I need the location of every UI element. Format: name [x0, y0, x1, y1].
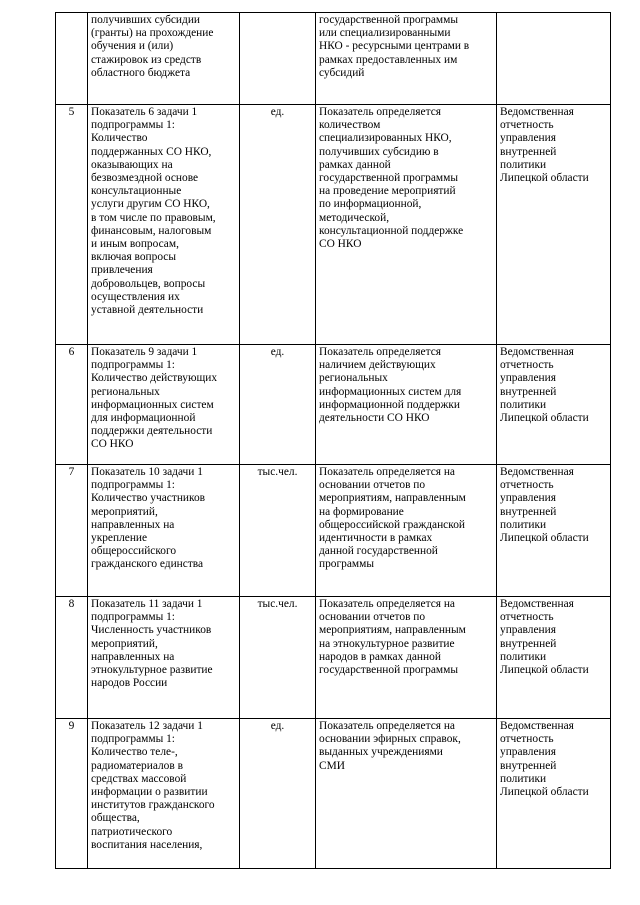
table-row: [56, 597, 611, 719]
cell-text-line: региональных: [91, 385, 160, 398]
cell-text-line: направленных на: [91, 518, 175, 531]
cell-text-line: консультационной поддержке: [319, 224, 464, 237]
cell-text-line: народов России: [91, 677, 168, 690]
indicator-name: [88, 719, 240, 869]
cell-text-line: подпрограммы 1:: [91, 479, 175, 492]
cell-text-line: Показатель определяется на: [319, 466, 455, 478]
cell-text-line: основании отчетов по: [319, 611, 426, 624]
cell-text-line: деятельности СО НКО: [319, 412, 430, 425]
cell-text-line: воспитания населения,: [91, 838, 203, 851]
cell-text-line: СМИ: [319, 759, 345, 772]
cell-text-line: мероприятиям, направленным: [319, 492, 466, 505]
cell-text-line: управления: [500, 746, 556, 759]
cell-text-line: Количество участников: [91, 492, 206, 505]
cell-text-line: на этнокультурное развитие: [319, 637, 455, 650]
cell-text-line: отчетность: [500, 119, 554, 132]
cell-text-line: укрепление: [91, 532, 148, 545]
calculation-method: [316, 345, 497, 465]
cell-text-line: внутренней: [500, 759, 557, 772]
cell-text-line: Показатель определяется: [319, 106, 441, 118]
cell-text-line: осуществления их: [91, 290, 180, 303]
cell-text-line: Количество: [91, 132, 148, 145]
table-row: [56, 465, 611, 597]
cell-text-line: Липецкой области: [500, 664, 589, 677]
cell-text-line: Липецкой области: [500, 532, 589, 545]
indicator-name: [88, 105, 240, 345]
cell-text-line: основании эфирных справок,: [319, 733, 461, 746]
cell-text-line: на формирование: [319, 505, 404, 518]
cell-text-line: финансовым, налоговым: [91, 224, 212, 237]
cell-text-line: отчетность: [500, 733, 554, 746]
cell-text-line: Показатель определяется на: [319, 720, 455, 732]
cell-text-line: общероссийской гражданской: [319, 518, 465, 531]
cell-text-line: выданных учреждениями: [319, 746, 443, 759]
cell-text-line: наличием действующих: [319, 359, 436, 372]
cell-text-line: патриотического: [91, 825, 173, 838]
indicator-name: [88, 465, 240, 597]
cell-text-line: гражданского единства: [91, 558, 204, 571]
cell-text-line: идентичности в рамках: [319, 532, 433, 545]
cell-text-line: безвозмездной основе: [91, 172, 199, 185]
cell-text-line: этнокультурное развитие: [91, 664, 213, 677]
cell-text-line: Ведомственная: [500, 598, 574, 610]
cell-text-line: стажировок из средств: [91, 53, 202, 66]
cell-text-line: внутренней: [500, 637, 557, 650]
unit-of-measure: ед.: [240, 105, 316, 345]
cell-text-line: программы: [319, 558, 374, 571]
cell-text-line: информационных систем для: [319, 385, 462, 398]
cell-text-line: привлечения: [91, 264, 153, 277]
cell-text-line: общества,: [91, 812, 140, 825]
cell-text-line: для информационной: [91, 412, 196, 425]
cell-text-line: Показатель определяется: [319, 346, 441, 358]
data-source: [497, 719, 611, 869]
cell-text-line: количеством: [319, 119, 381, 132]
cell-text-line: мероприятиям, направленным: [319, 624, 466, 637]
data-source: [497, 345, 611, 465]
cell-text-line: Показатель 12 задачи 1: [91, 720, 203, 732]
row-number: 5: [56, 105, 88, 345]
row-number: 6: [56, 345, 88, 465]
unit-of-measure: тыс.чел.: [240, 465, 316, 597]
cell-text-line: информации о развитии: [91, 786, 208, 799]
cell-text-line: Ведомственная: [500, 720, 574, 732]
cell-text-line: политики: [500, 772, 547, 785]
cell-text-line: консультационные: [91, 185, 182, 198]
row-number: [56, 13, 88, 105]
cell-text-line: оказывающих на: [91, 158, 173, 171]
cell-text-line: Показатель 10 задачи 1: [91, 466, 203, 478]
cell-text-line: получивших субсидию в: [319, 145, 439, 158]
cell-text-line: поддержки деятельности: [91, 425, 213, 438]
indicator-name: [88, 13, 240, 105]
cell-text-line: субсидий: [319, 66, 365, 79]
cell-text-line: подпрограммы 1:: [91, 611, 175, 624]
cell-text-line: подпрограммы 1:: [91, 733, 175, 746]
calculation-method: [316, 13, 497, 105]
cell-text-line: политики: [500, 518, 547, 531]
cell-text-line: Липецкой области: [500, 172, 589, 185]
cell-text-line: добровольцев, вопросы: [91, 277, 206, 290]
data-source: [497, 465, 611, 597]
cell-text-line: СО НКО: [319, 238, 362, 251]
data-source: [497, 13, 611, 105]
cell-text-line: данной государственной: [319, 545, 438, 558]
cell-text-line: региональных: [319, 372, 388, 385]
cell-text-line: на проведение мероприятий: [319, 185, 456, 198]
cell-text-line: Количество действующих: [91, 372, 218, 385]
cell-text-line: подпрограммы 1:: [91, 359, 175, 372]
cell-text-line: областного бюджета: [91, 66, 191, 79]
cell-text-line: получивших субсидии: [91, 14, 201, 26]
cell-text-line: управления: [500, 372, 556, 385]
cell-text-line: внутренней: [500, 145, 557, 158]
cell-text-line: внутренней: [500, 505, 557, 518]
cell-text-line: специализированных НКО,: [319, 132, 452, 145]
data-source: [497, 105, 611, 345]
table-row: [56, 13, 611, 105]
cell-text-line: уставной деятельности: [91, 304, 204, 317]
cell-text-line: методической,: [319, 211, 390, 224]
cell-text-line: по информационной,: [319, 198, 422, 211]
cell-text-line: Ведомственная: [500, 346, 574, 358]
cell-text-line: Показатель определяется на: [319, 598, 455, 610]
table-row: [56, 719, 611, 869]
cell-text-line: поддержанных СО НКО,: [91, 145, 212, 158]
cell-text-line: отчетность: [500, 479, 554, 492]
row-number: 7: [56, 465, 88, 597]
cell-text-line: Ведомственная: [500, 106, 574, 118]
cell-text-line: политики: [500, 158, 547, 171]
cell-text-line: радиоматериалов в: [91, 759, 183, 772]
cell-text-line: информационной поддержки: [319, 398, 460, 411]
cell-text-line: Ведомственная: [500, 466, 574, 478]
cell-text-line: включая вопросы: [91, 251, 177, 264]
calculation-method: [316, 597, 497, 719]
calculation-method: [316, 105, 497, 345]
cell-text-line: отчетность: [500, 611, 554, 624]
cell-text-line: государственной программы: [319, 172, 459, 185]
cell-text-line: управления: [500, 132, 556, 145]
cell-text-line: институтов гражданского: [91, 799, 215, 812]
unit-of-measure: ед.: [240, 345, 316, 465]
unit-of-measure: ед.: [240, 719, 316, 869]
row-number: 8: [56, 597, 88, 719]
cell-text-line: общероссийского: [91, 545, 177, 558]
cell-text-line: направленных на: [91, 650, 175, 663]
cell-text-line: средствах массовой: [91, 772, 187, 785]
cell-text-line: и иным вопросам,: [91, 238, 179, 251]
cell-text-line: политики: [500, 398, 547, 411]
cell-text-line: государственной программы: [319, 664, 459, 677]
cell-text-line: Численность участников: [91, 624, 212, 637]
cell-text-line: услуги другим СО НКО,: [91, 198, 210, 211]
cell-text-line: НКО - ресурсными центрами в: [319, 40, 470, 53]
cell-text-line: государственной программы: [319, 14, 459, 26]
unit-of-measure: тыс.чел.: [240, 597, 316, 719]
cell-text-line: Количество теле-,: [91, 746, 178, 759]
cell-text-line: подпрограммы 1:: [91, 119, 175, 132]
cell-text-line: Показатель 9 задачи 1: [91, 346, 198, 358]
cell-text-line: управления: [500, 624, 556, 637]
cell-text-line: внутренней: [500, 385, 557, 398]
unit-of-measure: [240, 13, 316, 105]
calculation-method: [316, 465, 497, 597]
cell-text-line: мероприятий,: [91, 637, 158, 650]
cell-text-line: Показатель 11 задачи 1: [91, 598, 203, 610]
cell-text-line: или специализированными: [319, 27, 451, 40]
cell-text-line: Липецкой области: [500, 786, 589, 799]
cell-text-line: в том числе по правовым,: [91, 211, 216, 224]
cell-text-line: СО НКО: [91, 438, 134, 451]
cell-text-line: основании отчетов по: [319, 479, 426, 492]
cell-text-line: Показатель 6 задачи 1: [91, 106, 198, 118]
cell-text-line: Липецкой области: [500, 412, 589, 425]
cell-text-line: управления: [500, 492, 556, 505]
data-source: [497, 597, 611, 719]
calculation-method: [316, 719, 497, 869]
cell-text-line: рамках предоставленных им: [319, 53, 458, 66]
cell-text-line: информационных систем: [91, 398, 214, 411]
cell-text-line: народов в рамках данной: [319, 650, 441, 663]
row-number: 9: [56, 719, 88, 869]
cell-text-line: обучения и (или): [91, 40, 174, 53]
table-row: [56, 345, 611, 465]
indicator-name: [88, 597, 240, 719]
indicator-name: [88, 345, 240, 465]
indicators-table: [55, 12, 611, 869]
cell-text-line: рамках данной: [319, 158, 391, 171]
cell-text-line: мероприятий,: [91, 505, 158, 518]
cell-text-line: политики: [500, 650, 547, 663]
table-row: [56, 105, 611, 345]
cell-text-line: отчетность: [500, 359, 554, 372]
cell-text-line: (гранты) на прохождение: [91, 27, 214, 40]
